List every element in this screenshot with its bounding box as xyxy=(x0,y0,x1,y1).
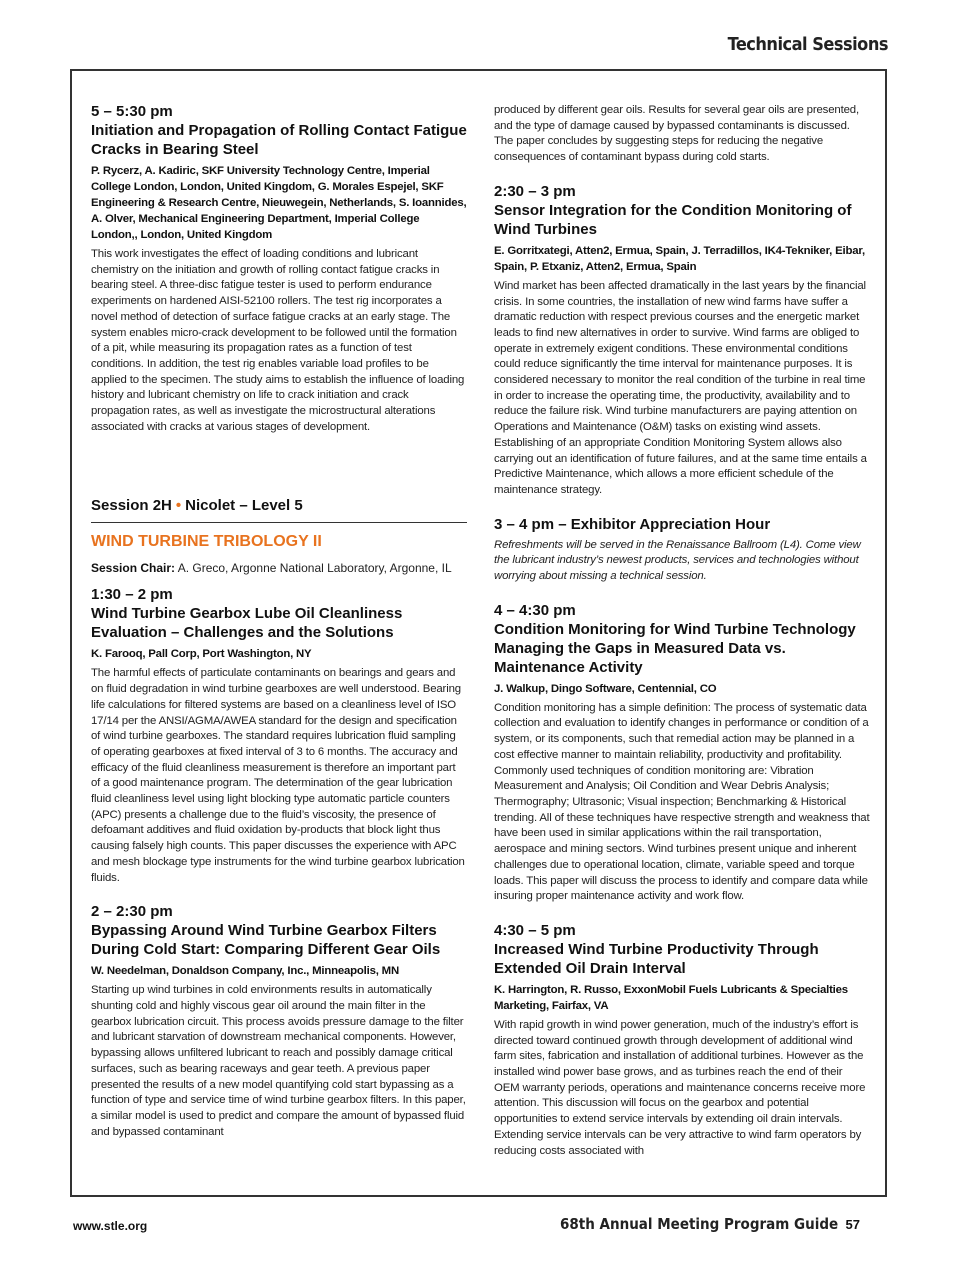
talk-authors: K. Harrington, R. Russo, ExxonMobil Fuels Lubricants & Specialties Marketing, Fairfax, VA xyxy=(494,983,848,1012)
talk-time: 2:30 – 3 pm xyxy=(494,182,576,200)
session-chair-name: A. Greco, Argonne National Laboratory, Argonne, IL xyxy=(177,561,452,576)
talk-time: 4 – 4:30 pm xyxy=(494,601,576,619)
session-header-block xyxy=(91,497,467,575)
session-title: WIND TURBINE TRIBOLOGY II xyxy=(91,533,322,551)
session-room: Nicolet – Level 5 xyxy=(185,497,303,515)
continued-abstract xyxy=(494,103,870,166)
talk-lube-cleanliness xyxy=(91,585,467,886)
page-number: 57 xyxy=(845,1217,860,1232)
session-divider xyxy=(91,522,467,523)
talk-bypassing-filters xyxy=(91,902,467,1140)
exhibitor-heading: 3 – 4 pm – Exhibitor Appreciation Hour xyxy=(494,515,771,533)
talk-abstract: Wind market has been affected dramatically in the last years by the financial crisis. In some countries, the installation of new wind farms have suffer a dramatic reduction with respect previous courses and the energetic market leads to find new alternatives in order to survive. Wind farms are obliged to operate in extremely exigent conditions. These environmental conditions could reduce significantly the time interval for maintenance purposes. It is considered necessary to monitor the real condition of the turbine in real time in order to increase the operating time, the productivity, availability and to reduce the failure risk. Wind turbine manufacturers are paying attention on Operations and Maintenance (O&M) tasks on existing wind assets. Establishing of an appropriate Condition Monitoring System allows also carrying out an identification of future failures, and at the same time entails a Predictive Maintenance, which allows a more efficient schedule of the maintenance strategy. xyxy=(494,279,867,496)
talk-time: 5 – 5:30 pm xyxy=(91,103,173,120)
footer-guide-title: 68th Annual Meeting Program Guide xyxy=(560,1215,839,1233)
continued-text: produced by different gear oils. Results for several gear oils are presented, and the type of damage caused by bypassed contaminants is discussed. The paper concludes by suggesting steps for reducing the negative consequences of contaminant bypass during cold starts. xyxy=(494,104,859,164)
talk-authors: K. Farooq, Pall Corp, Port Washington, NY xyxy=(91,648,312,661)
talk-rolling-contact xyxy=(91,102,467,435)
talk-title: Initiation and Propagation of Rolling Contact Fatigue Cracks in Bearing Steel xyxy=(91,122,467,158)
right-column xyxy=(494,103,870,1175)
exhibitor-text: Refreshments will be served in the Renaissance Ballroom (L4). Come view the lubricant industry’s newest products, services and technologies without worrying about missing a technical session. xyxy=(494,538,861,583)
session-code: Session 2H xyxy=(91,497,172,515)
talk-abstract: The harmful effects of particulate contaminants on bearings and gears and on fluid degradation in wind turbine gearboxes are well understood. Bearing life calculations for filtered systems are based on a cleanliness level of ISO 17/14 per the ANSI/AGMA/AWEA standard for the design and specification of wind turbine gearboxes. The standard requires lubrication fluid sampling of operating gearboxes at fixed interval of 3 to 6 months. The accuracy and efficacy of the fluid cleanliness measurement is therefore an important part of a good maintenance program. The determination of the gear lubrication fluid cleanliness level using light blocking type automatic particle counters (APC) presents a challenge due to the fluid’s viscosity, the presence of defoamant additives and fluid oxidation by-products that block light thus causing falsely high counts. This paper discusses the experience with APC and mesh blockage type instruments for the wind turbine gearbox lubrication fluids. xyxy=(91,667,465,884)
talk-title: Increased Wind Turbine Productivity Through Extended Oil Drain Interval xyxy=(494,940,819,977)
talk-title: Wind Turbine Gearbox Lube Oil Cleanliness Evaluation – Challenges and the Solutions xyxy=(91,605,403,642)
talk-title: Sensor Integration for the Condition Monitoring of Wind Turbines xyxy=(494,201,852,238)
talk-condition-monitoring xyxy=(494,601,870,905)
talk-oil-drain-interval xyxy=(494,921,870,1159)
session-chair xyxy=(91,561,467,575)
section-header: Technical Sessions xyxy=(727,34,888,55)
talk-abstract: This work investigates the effect of loading conditions and lubricant chemistry on the initiation and growth of rolling contact fatigue cracks in bearing steel. A three-disc fatigue tester is used to perform endurance experiments on hardened AISI-52100 rollers. The test rig incorporates a novel method of detection of surface fatigue cracks at an early stage. The system enables micro-crack development to be followed until the formation of a pit, while measuring its propagation rates as a function of test conditions. In addition, the test rig enables variable load profiles to be applied to the specimen. The study aims to establish the influence of loading history and lubricant chemistry on life to crack initiation and crack propagation rates, as well as investigate the microstructural alterations associated with cracks at various stages of development. xyxy=(91,248,465,433)
talk-time: 2 – 2:30 pm xyxy=(91,903,173,921)
talk-abstract: With rapid growth in wind power generation, much of the industry’s effort is directed toward continued growth through development of additional wind farm sites, fabrication and installation of additional turbines. However as the installed wind power base grows, and as turbines reach the end of their OEM warranty periods, operations and maintenance concerns receive more attention. This discussion will focus on the gearbox and potential opportunities to extend service intervals by extending oil drain intervals. Extending service intervals can be very attractive to wind farm operators by reducing costs associated with xyxy=(494,1018,866,1157)
talk-sensor-integration xyxy=(494,182,870,499)
talk-authors: W. Needelman, Donaldson Company, Inc., Minneapolis, MN xyxy=(91,965,399,978)
talk-time: 4:30 – 5 pm xyxy=(494,921,576,939)
session-bullet: • xyxy=(175,497,182,515)
talk-title: Condition Monitoring for Wind Turbine Technology Managing the Gaps in Measured Data vs. Maintenance Activity xyxy=(494,620,856,676)
talk-time: 1:30 – 2 pm xyxy=(91,586,173,604)
talk-abstract: Starting up wind turbines in cold environments results in automatically shunting cold and highly viscous gear oil around the main filter in the gearbox lubrication circuit. This process avoids pressure damage to the filter and lubricant starvation of downstream mechanical components. However, bypassing allows unfiltered lubricant to reach and possibly damage critical surfaces, such as bearing raceways and gear teeth. A previous paper presented the results of a new model quantifying cold start bypassing as a function of type and service time of wind turbine gearbox filters. In this paper, a similar model is used to predict and compare the amount of bypassed fluid and bypassed contaminant xyxy=(91,984,466,1138)
talk-authors: P. Rycerz, A. Kadiric, SKF University Technology Centre, Imperial College London, London, United Kingdom, G. Morales Espejel, SKF Engineering & Research Centre, Nieuwegein, Netherlands, S. Ioannides, A. Olver, Mechanical Engineering Department, Imperial College London,, London, United Kingdom xyxy=(91,165,467,241)
footer-url[interactable]: www.stle.org xyxy=(73,1219,148,1233)
talk-authors: E. Gorritxategi, Atten2, Ermua, Spain, J. Terradillos, IK4-Tekniker, Eibar, Spain, P. Etxaniz, Atten2, Ermua, Spain xyxy=(494,244,865,273)
session-chair-label: Session Chair: xyxy=(91,561,176,576)
session-line xyxy=(91,497,467,514)
left-column xyxy=(91,102,467,1156)
talk-abstract: Condition monitoring has a simple definition: The process of systematic data collection and evaluation to identify changes in performance or condition of a system, or its components, such that remedial action may be planned in a cost effective manner to maintain reliability, productivity and profitability. Commonly used techniques of condition monitoring are: Vibration Measurement and Analysis; Oil Condition and Wear Debris Analysis; Thermography; Ultrasonic; Visual inspection; Benchmarking & Historical trending. All of these techniques have respective strength and weakness that have been used in similar applications within the rail transportation, aerospace and mining sectors. Wind turbines present unique and inherent challenges due to operational location, climate, variable speed and torque loads. This paper will discuss the process to identify and compare data while insuring proper maintenance activity and work flow. xyxy=(494,701,870,903)
talk-title: Bypassing Around Wind Turbine Gearbox Filters During Cold Start: Comparing Different Gear Oils xyxy=(91,922,441,959)
exhibitor-hour xyxy=(494,515,870,585)
talk-authors: J. Walkup, Dingo Software, Centennial, CO xyxy=(494,682,717,695)
